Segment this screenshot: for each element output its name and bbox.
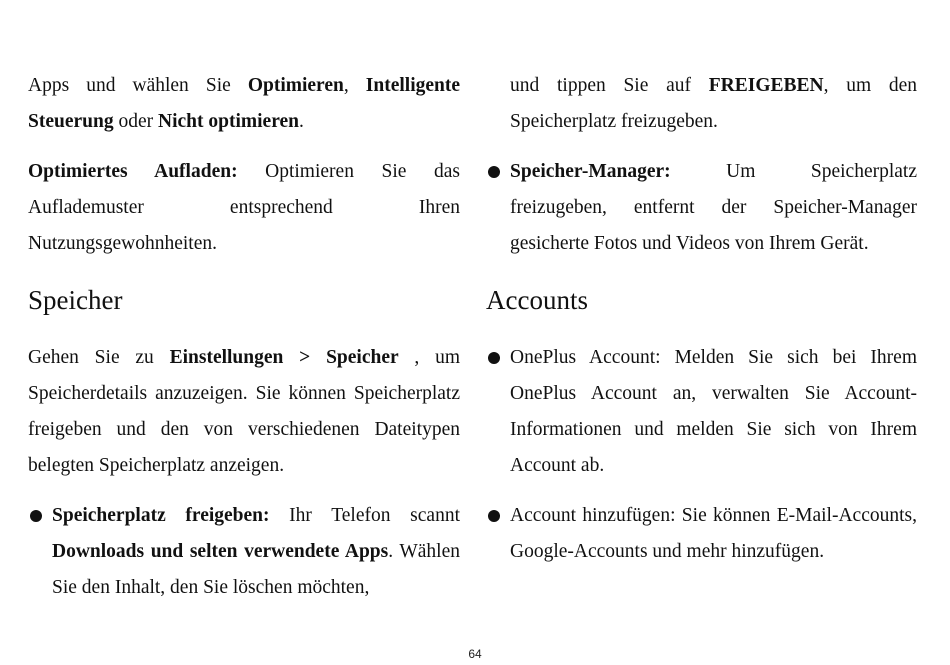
bullet-dot-icon	[488, 166, 500, 178]
text-run: oder	[113, 111, 158, 132]
bullet-add-account	[486, 498, 917, 570]
left-paragraph-optimize-apps	[28, 68, 460, 140]
text-run: und tippen Sie auf	[510, 75, 709, 96]
bullet-free-up-space	[28, 498, 460, 606]
text-run: Gehen Sie zu	[28, 347, 170, 368]
section-heading-storage: Speicher	[28, 285, 123, 315]
text-run: ,	[343, 75, 366, 96]
left-paragraph-storage	[28, 340, 460, 484]
bullet-storage-manager	[486, 154, 917, 262]
text-run: . Wählen Sie den Inhalt, den Sie löschen möchten,	[52, 541, 460, 598]
bold-text: Intelligente Steuerung	[28, 75, 461, 132]
bullet-oneplus-account	[486, 340, 917, 484]
bold-text: FREIGEBEN	[708, 75, 824, 96]
text-run: , um Speicherdetails anzuzeigen. Sie können Speicherplatz freigeben und den von verschiedenen Dateitypen belegten Speicherplatz anzeigen.	[28, 347, 461, 476]
page-number: 64	[468, 647, 482, 661]
bold-text: Downloads und selten verwendete Apps	[52, 541, 389, 562]
text-run: Um Speicherplatz freizugeben, entfernt der Speicher-Manager gesicherte Fotos und Videos von Ihrem Gerät.	[510, 161, 917, 254]
bold-text: Speicherplatz freigeben:	[52, 505, 270, 526]
bold-text: Optimieren	[247, 75, 344, 96]
bullet-text	[52, 498, 460, 606]
bullet-text: Account hinzufügen: Sie können E-Mail-Accounts, Google-Accounts und mehr hinzufügen.	[510, 505, 917, 562]
bold-text: Optimiertes Aufladen:	[28, 161, 238, 182]
text-run: .	[299, 111, 304, 132]
bullet-dot-icon	[488, 352, 500, 364]
bullet-text: OnePlus Account: Melden Sie sich bei Ihrem OnePlus Account an, verwalten Sie Account-Informationen und melden Sie sich von Ihrem Account ab.	[510, 347, 917, 476]
left-paragraph-optimized-charging	[28, 154, 460, 262]
right-column	[486, 68, 917, 570]
text-run: Ihr Telefon scannt	[269, 505, 460, 526]
bold-text: Nicht optimieren	[158, 111, 299, 132]
left-column	[28, 68, 460, 606]
bullet-dot-icon	[488, 510, 500, 522]
text-run: Optimieren Sie das Auflademuster entsprechend Ihren Nutzungsgewohnheiten.	[28, 161, 461, 254]
text-run: , um den Speicherplatz freizugeben.	[510, 75, 917, 132]
right-paragraph-tap-release	[486, 68, 917, 140]
bullet-dot-icon	[30, 510, 42, 522]
bold-text: Speicher-Manager:	[510, 161, 671, 182]
section-heading-accounts: Accounts	[486, 285, 588, 315]
bullet-text	[510, 154, 917, 262]
text-run: Apps und wählen Sie	[28, 75, 248, 96]
bold-text: Einstellungen > Speicher	[169, 347, 399, 368]
